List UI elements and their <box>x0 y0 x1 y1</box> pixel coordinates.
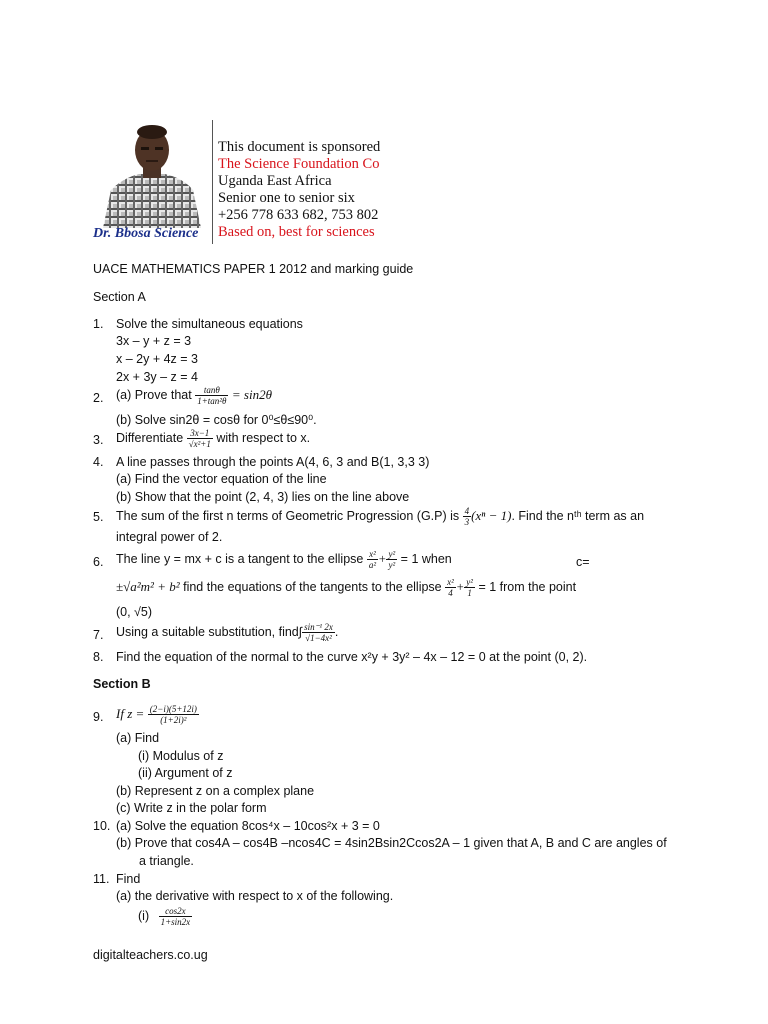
e1-yd: y² <box>388 560 396 570</box>
q11-number: 11. <box>93 872 110 886</box>
q3 <box>116 428 310 449</box>
sponsor-line-3: Uganda East Africa <box>218 173 332 189</box>
e1-xn: x² <box>367 549 378 560</box>
q2a-prefix: (a) Prove that <box>116 387 192 402</box>
e1-xd: a² <box>368 560 377 570</box>
e2-xd: 4 <box>448 588 453 598</box>
q9-den: (1+2i)² <box>160 715 187 725</box>
sponsor-line-5: +256 778 633 682, 753 802 <box>218 207 379 223</box>
q11-den: 1+sin2x <box>160 917 191 927</box>
q10b-line2: a triangle. <box>139 854 194 868</box>
q6-ellipse2-x <box>445 577 456 598</box>
q4-text: A line passes through the points A(4, 6, 3 and B(1, 3,3 3) <box>116 455 430 469</box>
q11-text: Find <box>116 872 141 886</box>
q3-den: √x²+1 <box>188 439 211 449</box>
sponsor-line-1: This document is sponsored <box>218 139 381 155</box>
q5-frac-den: 3 <box>464 517 470 527</box>
q5-expr: (xⁿ − 1) <box>471 507 512 523</box>
signature: Dr. Bbosa Science <box>93 226 199 241</box>
q5-number: 5. <box>93 510 104 524</box>
q5 <box>116 506 644 527</box>
q11a: (a) the derivative with respect to x of the following. <box>116 889 394 903</box>
q2a-fraction <box>195 385 228 406</box>
q9 <box>116 704 199 725</box>
q6-post: = 1 from the point <box>478 579 577 594</box>
q1-eq2: x – 2y + 4z = 3 <box>116 352 198 366</box>
q7-num: sin⁻¹ 2x <box>304 622 333 632</box>
q6-c: c= <box>576 555 590 569</box>
q5-line2: integral power of 2. <box>116 530 223 544</box>
q6-ellipse1-x <box>367 549 378 570</box>
q4a: (a) Find the vector equation of the line <box>116 472 327 486</box>
q9c: (c) Write z in the polar form <box>116 801 267 815</box>
section-a-heading: Section A <box>93 290 146 304</box>
q6-number: 6. <box>93 555 104 569</box>
q8-number: 8. <box>93 650 104 664</box>
q3-prefix: Differentiate <box>116 430 184 445</box>
q9aii: (ii) Argument of z <box>138 766 233 780</box>
q10a: (a) Solve the equation 8cos⁴x – 10cos²x + 3 = 0 <box>116 819 380 833</box>
sponsor-line-4: Senior one to senior six <box>218 190 355 206</box>
q1-number: 1. <box>93 317 104 331</box>
q2a <box>116 385 272 406</box>
e2-yn: y² <box>466 577 473 587</box>
q9b: (b) Represent z on a complex plane <box>116 784 315 798</box>
q2a-rhs: = sin2θ <box>231 386 272 402</box>
q11-num: cos2x <box>159 906 193 917</box>
q6-expr: ±√a²m² + b² <box>116 578 180 594</box>
q7: Using a suitable substitution, find∫ $\frac{\text{sin⁻¹ 2x}}{\text{√1−4x²}}$ . <box>116 622 339 643</box>
q8-text: Find the equation of the normal to the curve x²y + 3y² – 4x – 12 = 0 at the point (0, 2). <box>116 650 588 664</box>
q7-fraction <box>302 622 335 643</box>
q6-line1: The line y = mx + c is a tangent to the ellipse $\frac{\text{x²}}{\text{a²}}$ + $\frac{\text{y²}}{\text{y²}}$ = 1 when <box>116 549 452 570</box>
e2-xn: x² <box>447 577 454 587</box>
q2a-num: tanθ <box>195 385 228 396</box>
q7-number: 7. <box>93 628 104 642</box>
q6-prefix: The line y = mx + c is a tangent to the ellipse <box>116 551 364 566</box>
q5-suffix: . Find the nᵗʰ term as an <box>511 508 645 523</box>
q2a-den: 1+tan²θ <box>197 396 227 406</box>
q7-prefix: Using a suitable substitution, find∫ <box>116 624 303 639</box>
q9-number: 9. <box>93 710 104 724</box>
author-photo <box>93 120 211 228</box>
sponsor-line-6: Based on, best for sciences <box>218 224 375 240</box>
q9-num: (2−i)(5+12i) <box>149 704 197 714</box>
q9-fraction <box>148 704 199 725</box>
q3-number: 3. <box>93 433 104 447</box>
q11ai <box>138 906 192 927</box>
q6-mid: find the equations of the tangents to the ellipse <box>183 579 442 594</box>
q6-ellipse1-y <box>386 549 397 570</box>
q5-fraction <box>463 506 472 527</box>
q10b: (b) Prove that cos4A – cos4B –ncos4C = 4sin2Bsin2Ccos2A – 1 given that A, B and C are angles of <box>116 836 667 850</box>
q6-ellipse2-y <box>464 577 475 598</box>
header-divider <box>212 120 213 244</box>
q4-number: 4. <box>93 455 104 469</box>
q9ai: (i) Modulus of z <box>138 749 224 763</box>
q11ai-label: (i) <box>138 908 150 923</box>
q2-number: 2. <box>93 391 104 405</box>
footer-link[interactable]: digitalteachers.co.ug <box>93 948 208 962</box>
q6-line3: (0, √5) <box>116 605 153 619</box>
q11-fraction <box>159 906 193 927</box>
q1-eq3: 2x + 3y – z = 4 <box>116 370 198 384</box>
q1-eq1: 3x – y + z = 3 <box>116 334 192 348</box>
q1-text: Solve the simultaneous equations <box>116 317 303 331</box>
e2-yd: 1 <box>467 588 472 598</box>
q9a: (a) Find <box>116 731 160 745</box>
q7-den: √1−4x² <box>305 633 332 643</box>
q3-suffix: with respect to x. <box>216 430 311 445</box>
q5-frac-num: 4 <box>464 506 470 516</box>
q3-num: 3x−1 <box>187 428 213 439</box>
q3-fraction <box>187 428 213 449</box>
q4b: (b) Show that the point (2, 4, 3) lies on the line above <box>116 490 410 504</box>
q9-prefix: If z = <box>116 705 145 721</box>
sponsor-line-2: The Science Foundation Co <box>218 156 380 172</box>
q6-suffix: = 1 when <box>400 551 452 566</box>
section-b-heading: Section B <box>93 677 151 691</box>
q6-line2: ±√a²m² + b² find the equations of the tangents to the ellipse $\frac{\text{x²}}{4}$ + $\frac{\text{y²}}{1}$ = 1 from the point <box>116 577 577 598</box>
e1-yn: y² <box>388 549 396 559</box>
doc-title: UACE MATHEMATICS PAPER 1 2012 and marking guide <box>93 262 414 276</box>
q10-number: 10. <box>93 819 111 833</box>
q2b: (b) Solve sin2θ = cosθ for 0⁰≤θ≤90⁰. <box>116 413 317 427</box>
q5-prefix: The sum of the first n terms of Geometric Progression (G.P) is <box>116 508 460 523</box>
